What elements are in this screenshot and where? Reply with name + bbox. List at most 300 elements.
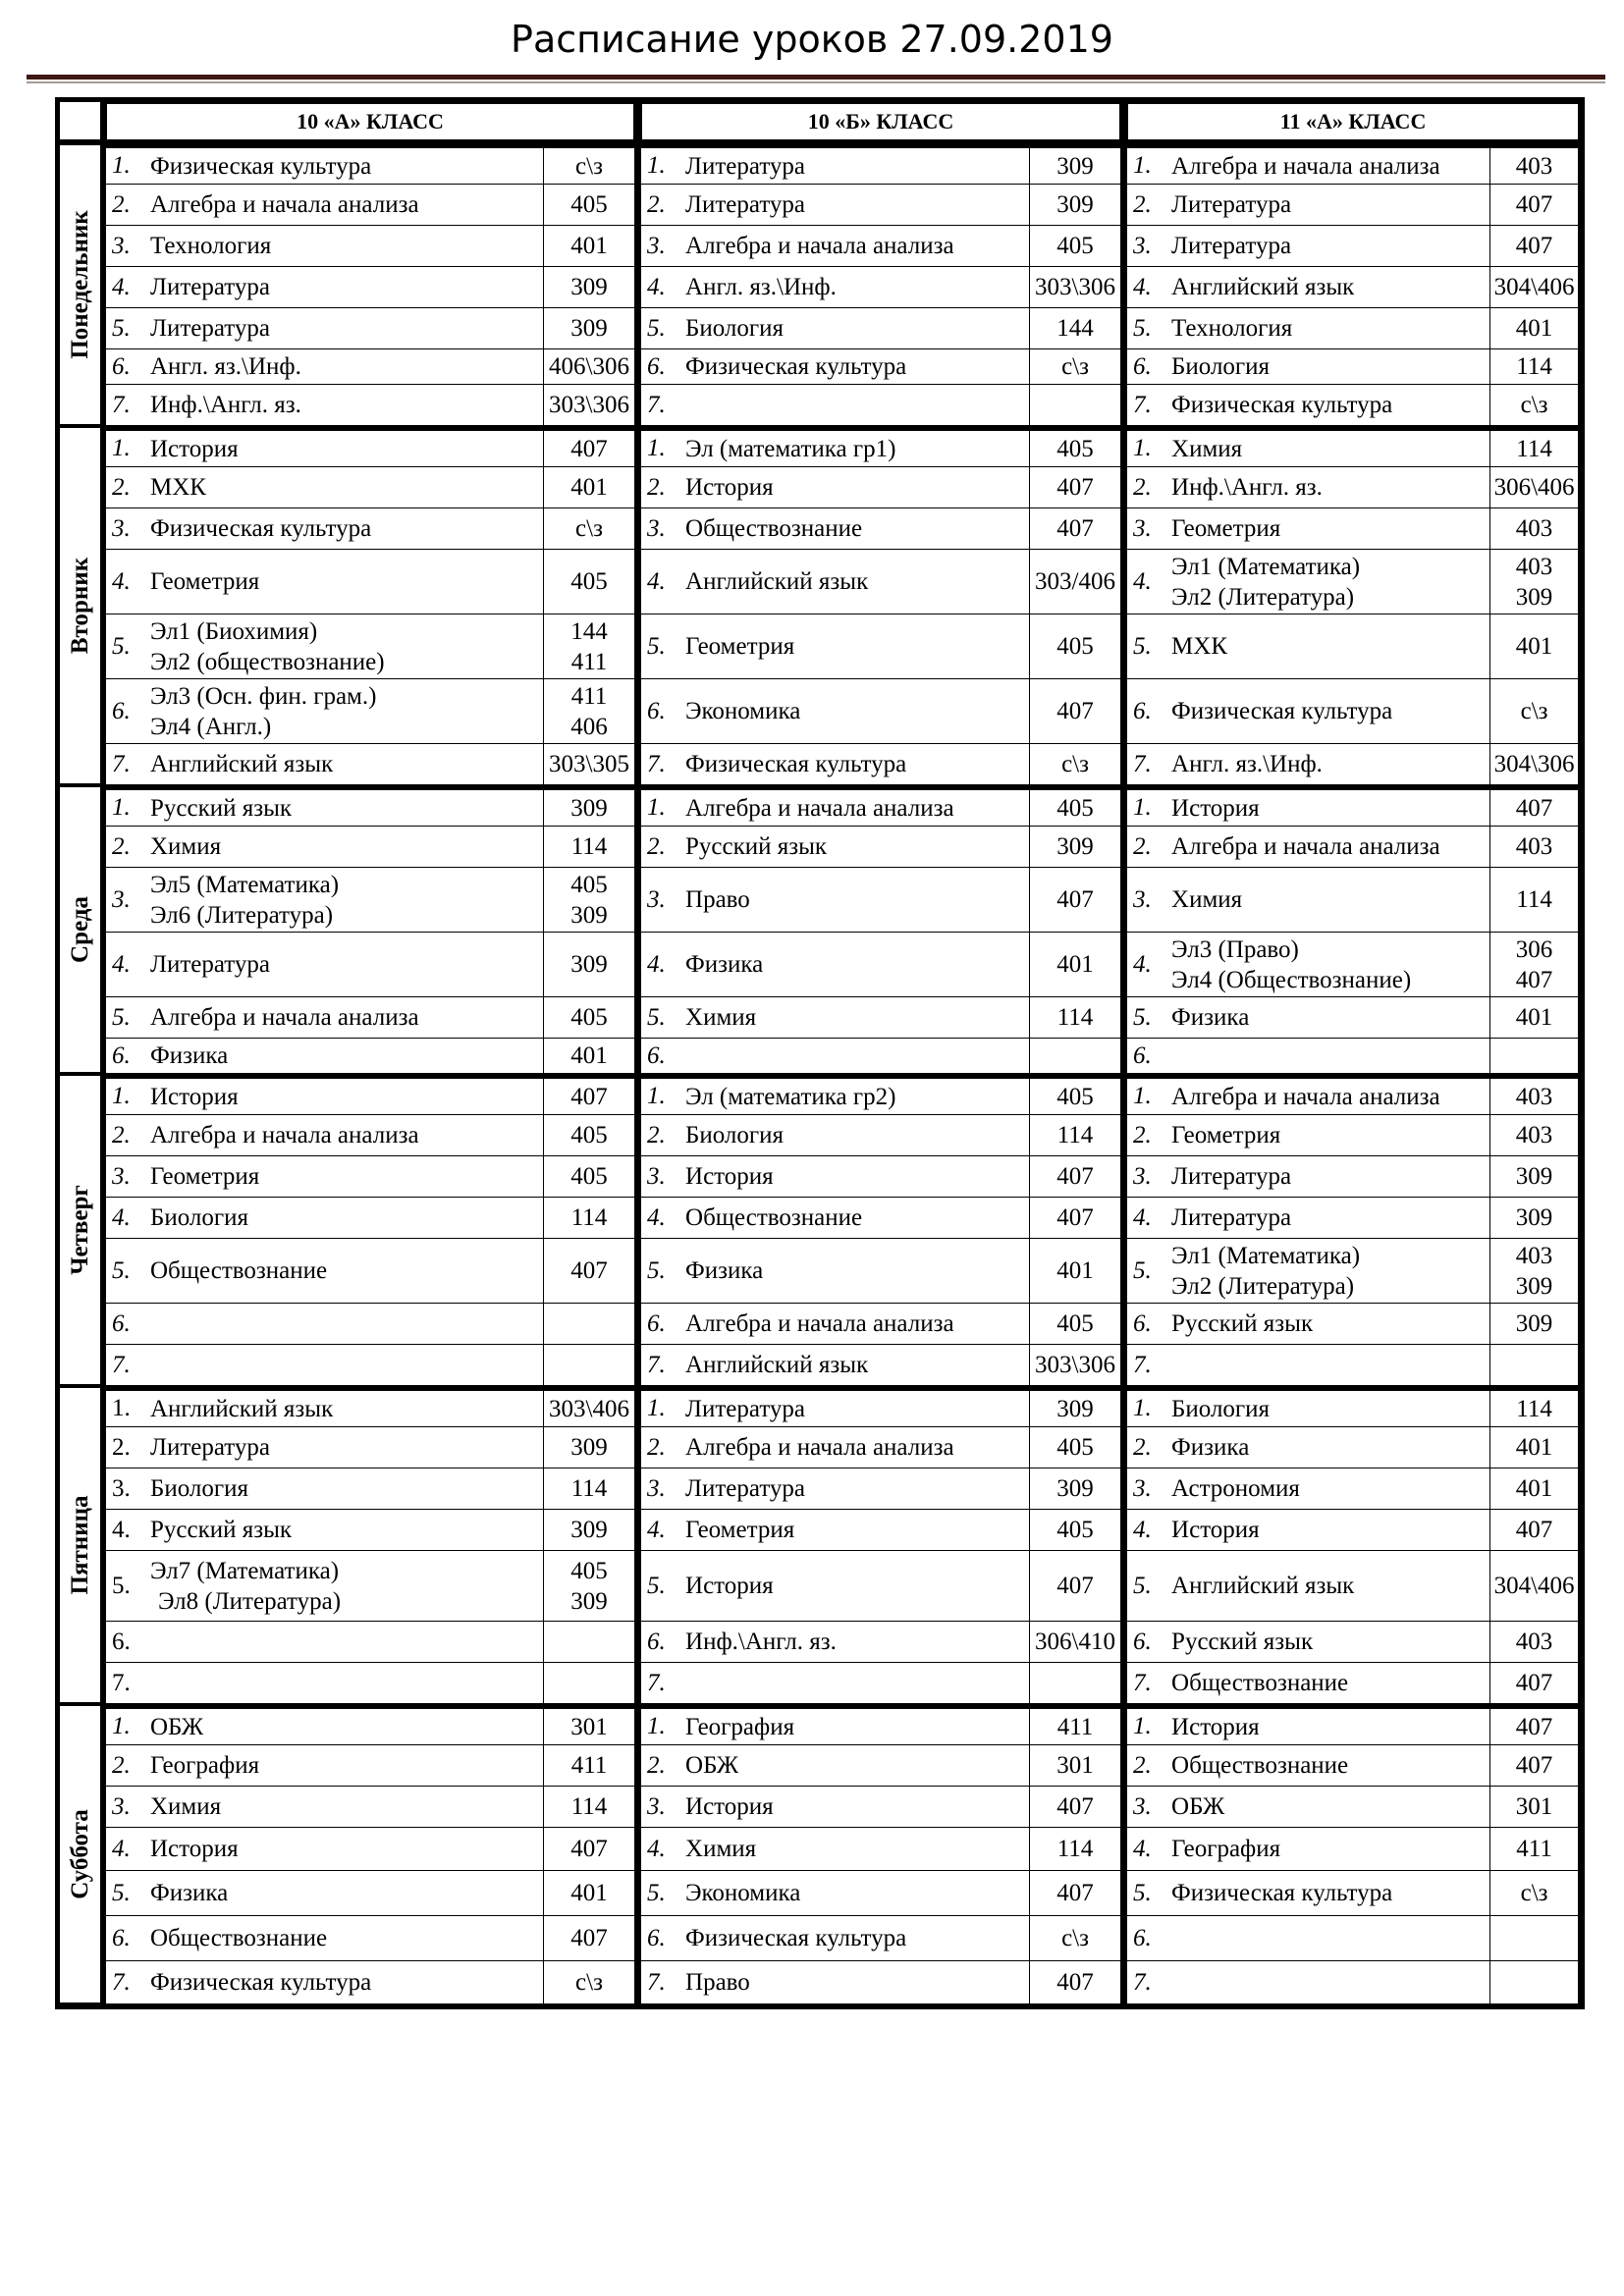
lesson-room-11a xyxy=(1489,744,1580,785)
lesson-row xyxy=(60,1745,1580,1787)
lesson-room-11a xyxy=(1489,1916,1580,1961)
subject-line: Физика xyxy=(150,1042,229,1069)
lesson-row xyxy=(60,1386,1580,1427)
room-number: 407 xyxy=(570,1925,608,1951)
day-label-cell xyxy=(60,1704,105,2004)
subject-line: Физическая культура xyxy=(150,152,372,180)
lesson-room-10b xyxy=(1029,997,1121,1039)
room-number: 407 xyxy=(1056,1573,1094,1599)
day-label-cell xyxy=(60,143,105,426)
lesson-subject-10b xyxy=(683,1156,1029,1198)
header-corner xyxy=(60,102,105,143)
lesson-room-11a xyxy=(1489,1304,1580,1345)
subject-line: Эл2 (Литература) xyxy=(1171,1272,1355,1300)
lesson-row xyxy=(60,1239,1580,1304)
room-number: 403 xyxy=(1515,1629,1553,1655)
lesson-subject-11a xyxy=(1169,1828,1489,1871)
room-number: 309 xyxy=(570,1587,608,1615)
room-number: 304\406 xyxy=(1493,1573,1575,1599)
lesson-number-10b: 5. xyxy=(640,308,683,349)
subject-line: Русский язык xyxy=(150,794,293,822)
lesson-room-10b xyxy=(1029,679,1121,744)
lesson-number-11a: 6. xyxy=(1126,349,1169,385)
lesson-subject-10a xyxy=(148,1198,543,1239)
room-number: 407 xyxy=(1056,1969,1094,1996)
lesson-number-10a: 7. xyxy=(105,744,148,785)
room-number: 401 xyxy=(1056,951,1094,978)
lesson-subject-10a xyxy=(148,1871,543,1916)
lesson-row xyxy=(60,679,1580,744)
lesson-room-10a xyxy=(543,467,635,508)
lesson-subject-10b xyxy=(683,785,1029,827)
lesson-number-10a: 6. xyxy=(105,679,148,744)
lesson-row xyxy=(60,467,1580,508)
lesson-row xyxy=(60,1427,1580,1468)
lesson-room-11a xyxy=(1489,1468,1580,1510)
subject-line: Английский язык xyxy=(1171,1573,1355,1599)
lesson-row xyxy=(60,385,1580,426)
room-number: 411 xyxy=(570,682,608,710)
lesson-number-11a: 7. xyxy=(1126,744,1169,785)
lesson-row xyxy=(60,868,1580,933)
lesson-subject-10b xyxy=(683,467,1029,508)
lesson-number-11a: 7. xyxy=(1126,1663,1169,1704)
lesson-room-10b xyxy=(1029,1510,1121,1551)
lesson-subject-10b xyxy=(683,1663,1029,1704)
room-number: 407 xyxy=(1056,1204,1094,1231)
lesson-row xyxy=(60,744,1580,785)
lesson-room-10a xyxy=(543,1468,635,1510)
room-number: 303\306 xyxy=(1035,1352,1115,1378)
lesson-subject-10b xyxy=(683,827,1029,868)
lesson-number-11a: 3. xyxy=(1126,226,1169,267)
lesson-number-11a: 3. xyxy=(1126,868,1169,933)
lesson-row xyxy=(60,1787,1580,1828)
subject-line: Право xyxy=(685,1969,750,1996)
lesson-row xyxy=(60,827,1580,868)
lesson-number-10a: 3. xyxy=(105,1468,148,1510)
lesson-room-10a xyxy=(543,827,635,868)
lesson-room-11a xyxy=(1489,1551,1580,1622)
subject-line: Физика xyxy=(685,1257,764,1284)
subject-line: Эл4 (Обществознание) xyxy=(1171,966,1412,993)
room-number: 114 xyxy=(1516,435,1552,462)
lesson-subject-10a xyxy=(148,1039,543,1074)
lesson-subject-10a xyxy=(148,1427,543,1468)
lesson-room-10b xyxy=(1029,1871,1121,1916)
subject-line: Обществознание xyxy=(1171,1670,1349,1696)
lesson-subject-10a xyxy=(148,185,543,226)
lesson-number-11a: 7. xyxy=(1126,1961,1169,2004)
lesson-number-11a: 5. xyxy=(1126,308,1169,349)
subject-line: Литература xyxy=(685,1475,806,1502)
subject-line: Физика xyxy=(1171,1434,1250,1461)
room-number: 114 xyxy=(1056,1004,1094,1031)
lesson-number-10b: 1. xyxy=(640,1704,683,1745)
lesson-room-10b xyxy=(1029,1039,1121,1074)
lesson-row xyxy=(60,308,1580,349)
lesson-number-10a: 2. xyxy=(105,1115,148,1156)
subject-line: Биология xyxy=(1171,1395,1271,1422)
lesson-room-10a xyxy=(543,1663,635,1704)
lesson-subject-10b xyxy=(683,1745,1029,1787)
lesson-room-10a xyxy=(543,1239,635,1304)
lesson-number-11a: 6. xyxy=(1126,1916,1169,1961)
lesson-number-10a: 4. xyxy=(105,1198,148,1239)
subject-line: История xyxy=(685,1163,774,1190)
lesson-room-10b xyxy=(1029,1622,1121,1663)
subject-line: Эл7 (Математика) xyxy=(150,1557,340,1584)
lesson-subject-10a xyxy=(148,1704,543,1745)
lesson-number-11a: 7. xyxy=(1126,385,1169,426)
subject-line: Эл3 (Осн. фин. грам.) xyxy=(150,682,377,710)
lesson-subject-10a xyxy=(148,1745,543,1787)
lesson-subject-10b xyxy=(683,1961,1029,2004)
lesson-room-10b xyxy=(1029,1551,1121,1622)
lesson-subject-10a xyxy=(148,827,543,868)
lesson-room-10b xyxy=(1029,508,1121,550)
room-number: 306\406 xyxy=(1493,474,1575,501)
lesson-number-10a: 4. xyxy=(105,267,148,308)
lesson-subject-10b xyxy=(683,997,1029,1039)
lesson-subject-11a xyxy=(1169,997,1489,1039)
lesson-room-10a xyxy=(543,1828,635,1871)
lesson-subject-11a xyxy=(1169,1156,1489,1198)
lesson-number-10a: 5. xyxy=(105,1551,148,1622)
room-number: 403 xyxy=(1515,553,1553,580)
lesson-room-11a xyxy=(1489,143,1580,185)
lesson-subject-11a xyxy=(1169,349,1489,385)
lesson-subject-10b xyxy=(683,349,1029,385)
lesson-subject-11a xyxy=(1169,785,1489,827)
room-number: 309 xyxy=(1056,1395,1094,1422)
room-number: с\з xyxy=(1520,392,1548,418)
lesson-subject-10b xyxy=(683,1386,1029,1427)
lesson-number-10b: 4. xyxy=(640,1510,683,1551)
lesson-room-10a xyxy=(543,1039,635,1074)
lesson-number-10b: 1. xyxy=(640,426,683,467)
lesson-room-10b xyxy=(1029,226,1121,267)
subject-line: Физическая культура xyxy=(1171,392,1393,418)
lesson-row xyxy=(60,933,1580,997)
lesson-subject-10b xyxy=(683,550,1029,614)
lesson-number-10a: 5. xyxy=(105,614,148,679)
lesson-number-11a: 2. xyxy=(1126,1745,1169,1787)
lesson-number-10b: 3. xyxy=(640,226,683,267)
lesson-number-10b: 2. xyxy=(640,467,683,508)
subject-line: Геометрия xyxy=(1171,515,1281,542)
lesson-subject-10b xyxy=(683,426,1029,467)
lesson-number-10a: 1. xyxy=(105,143,148,185)
lesson-room-11a xyxy=(1489,1787,1580,1828)
room-number: 401 xyxy=(1515,1004,1553,1031)
lesson-room-10a xyxy=(543,1427,635,1468)
lesson-number-11a: 5. xyxy=(1126,997,1169,1039)
subject-line: Инф.\Англ. яз. xyxy=(1171,474,1323,501)
lesson-number-10a: 6. xyxy=(105,349,148,385)
lesson-subject-10a xyxy=(148,267,543,308)
lesson-room-10a xyxy=(543,1074,635,1115)
lesson-number-11a: 2. xyxy=(1126,827,1169,868)
room-number: 114 xyxy=(1056,1836,1094,1862)
lesson-subject-10b xyxy=(683,267,1029,308)
lesson-subject-10a xyxy=(148,1622,543,1663)
subject-line: Инф.\Англ. яз. xyxy=(685,1629,837,1655)
lesson-subject-11a xyxy=(1169,1663,1489,1704)
room-number: 403 xyxy=(1515,152,1553,180)
lesson-room-10b xyxy=(1029,1663,1121,1704)
room-number: 403 xyxy=(1515,515,1553,542)
room-number: с\з xyxy=(575,152,603,180)
lesson-number-10a: 2. xyxy=(105,1745,148,1787)
lesson-subject-11a xyxy=(1169,1551,1489,1622)
room-number: 401 xyxy=(570,1880,608,1906)
room-number: 401 xyxy=(570,474,608,501)
lesson-room-10b xyxy=(1029,744,1121,785)
room-number: 405 xyxy=(1056,233,1094,259)
schedule-table xyxy=(55,97,1585,2009)
subject-line: Эл1 (Биохимия) xyxy=(150,617,318,645)
lesson-number-11a: 5. xyxy=(1126,1239,1169,1304)
lesson-room-11a xyxy=(1489,1156,1580,1198)
subject-line: Физическая культура xyxy=(1171,698,1393,724)
lesson-subject-11a xyxy=(1169,679,1489,744)
subject-line: Астрономия xyxy=(1171,1475,1300,1502)
room-number: 301 xyxy=(1515,1793,1553,1820)
lesson-subject-10b xyxy=(683,308,1029,349)
subject-line: Экономика xyxy=(685,698,801,724)
subject-line: Химия xyxy=(1171,886,1243,913)
lesson-room-10b xyxy=(1029,1115,1121,1156)
subject-line: Алгебра и начала анализа xyxy=(1171,833,1440,860)
subject-line: История xyxy=(150,1836,239,1862)
lesson-number-10b: 1. xyxy=(640,1074,683,1115)
lesson-number-10a: 4. xyxy=(105,550,148,614)
subject-line: Эл6 (Литература) xyxy=(150,901,334,929)
lesson-number-11a: 1. xyxy=(1126,143,1169,185)
lesson-row xyxy=(60,1115,1580,1156)
subject-line: Геометрия xyxy=(150,568,260,595)
lesson-room-10a xyxy=(543,385,635,426)
lesson-row xyxy=(60,785,1580,827)
subject-line: Физическая культура xyxy=(1171,1880,1393,1906)
class-header-10a: 10 «А» КЛАСС xyxy=(105,102,635,143)
lesson-room-11a xyxy=(1489,1663,1580,1704)
subject-line: Литература xyxy=(150,315,270,342)
lesson-subject-11a xyxy=(1169,1916,1489,1961)
subject-line: Эл (математика гр1) xyxy=(685,435,896,462)
lesson-number-11a: 5. xyxy=(1126,1871,1169,1916)
room-number: 303\306 xyxy=(1035,274,1115,300)
room-number: 407 xyxy=(1056,886,1094,913)
room-number: 309 xyxy=(570,951,608,978)
lesson-subject-11a xyxy=(1169,185,1489,226)
subject-line: ОБЖ xyxy=(1171,1793,1225,1820)
lesson-subject-11a xyxy=(1169,385,1489,426)
lesson-subject-10b xyxy=(683,1304,1029,1345)
lesson-number-11a: 6. xyxy=(1126,1622,1169,1663)
subject-line: Алгебра и начала анализа xyxy=(1171,1083,1440,1110)
lesson-number-10a: 3. xyxy=(105,226,148,267)
room-number: 407 xyxy=(1056,1163,1094,1190)
subject-line: Физическая культура xyxy=(150,1969,372,1996)
subject-line: Эл1 (Математика) xyxy=(1171,553,1361,580)
class-header-11a: 11 «А» КЛАСС xyxy=(1126,102,1580,143)
subject-line: Физика xyxy=(150,1880,229,1906)
lesson-subject-10b xyxy=(683,1622,1029,1663)
lesson-room-11a xyxy=(1489,426,1580,467)
lesson-room-10a xyxy=(543,1115,635,1156)
lesson-room-10b xyxy=(1029,1787,1121,1828)
lesson-room-10a xyxy=(543,1551,635,1622)
lesson-subject-10a xyxy=(148,933,543,997)
room-number: 309 xyxy=(1056,191,1094,218)
lesson-number-10a: 1. xyxy=(105,1386,148,1427)
lesson-number-10b: 7. xyxy=(640,1961,683,2004)
lesson-number-10b: 6. xyxy=(640,1916,683,1961)
subject-line: История xyxy=(1171,1517,1260,1543)
lesson-subject-10b xyxy=(683,679,1029,744)
lesson-subject-10b xyxy=(683,1787,1029,1828)
room-number: 309 xyxy=(1515,1163,1553,1190)
subject-line: Геометрия xyxy=(1171,1122,1281,1148)
lesson-row xyxy=(60,1663,1580,1704)
lesson-subject-11a xyxy=(1169,1704,1489,1745)
lesson-subject-10b xyxy=(683,385,1029,426)
lesson-number-10a: 6. xyxy=(105,1304,148,1345)
subject-line: Биология xyxy=(150,1204,249,1231)
lesson-row xyxy=(60,1704,1580,1745)
lesson-number-11a: 1. xyxy=(1126,1386,1169,1427)
lesson-room-10a xyxy=(543,1345,635,1386)
lesson-number-10b: 6. xyxy=(640,1304,683,1345)
lesson-room-11a xyxy=(1489,1039,1580,1074)
room-number: 309 xyxy=(1515,1272,1553,1300)
subject-line: Литература xyxy=(150,1434,270,1461)
lesson-room-10b xyxy=(1029,143,1121,185)
lesson-subject-10b xyxy=(683,1239,1029,1304)
lesson-subject-11a xyxy=(1169,614,1489,679)
subject-line: МХК xyxy=(1171,633,1228,660)
lesson-subject-11a xyxy=(1169,467,1489,508)
lesson-subject-11a xyxy=(1169,426,1489,467)
subject-line: Эл4 (Англ.) xyxy=(150,713,272,740)
room-number: 405 xyxy=(570,1163,608,1190)
lesson-number-10a: 6. xyxy=(105,1622,148,1663)
room-number: 301 xyxy=(570,1713,608,1740)
lesson-room-10a xyxy=(543,933,635,997)
lesson-subject-10a xyxy=(148,997,543,1039)
lesson-room-10a xyxy=(543,1916,635,1961)
lesson-number-10a: 2. xyxy=(105,1427,148,1468)
lesson-subject-10a xyxy=(148,614,543,679)
lesson-room-10a xyxy=(543,1704,635,1745)
lesson-number-11a: 1. xyxy=(1126,785,1169,827)
lesson-room-11a xyxy=(1489,1386,1580,1427)
room-number: 407 xyxy=(1515,1752,1553,1779)
lesson-subject-10b xyxy=(683,508,1029,550)
lesson-number-10a: 5. xyxy=(105,1239,148,1304)
lesson-subject-11a xyxy=(1169,1468,1489,1510)
lesson-row xyxy=(60,1510,1580,1551)
lesson-row xyxy=(60,1156,1580,1198)
room-number: 406 xyxy=(570,713,608,740)
lesson-room-10b xyxy=(1029,1961,1121,2004)
room-number: 407 xyxy=(1515,1670,1553,1696)
lesson-subject-10b xyxy=(683,1828,1029,1871)
subject-line: Русский язык xyxy=(150,1517,293,1543)
subject-line: Англ. яз.\Инф. xyxy=(150,353,301,380)
lesson-number-10b: 6. xyxy=(640,349,683,385)
room-number: 309 xyxy=(1056,833,1094,860)
room-number: 144 xyxy=(1056,315,1094,342)
lesson-number-10a: 5. xyxy=(105,1871,148,1916)
lesson-subject-10a xyxy=(148,1551,543,1622)
lesson-row xyxy=(60,226,1580,267)
lesson-number-11a: 4. xyxy=(1126,1198,1169,1239)
subject-line: Англ. яз.\Инф. xyxy=(685,274,837,300)
subject-line: Литература xyxy=(685,152,806,180)
lesson-number-10a: 4. xyxy=(105,933,148,997)
lesson-room-10a xyxy=(543,679,635,744)
lesson-subject-10b xyxy=(683,614,1029,679)
subject-line: История xyxy=(685,1573,774,1599)
lesson-subject-10b xyxy=(683,1704,1029,1745)
lesson-room-10a xyxy=(543,1745,635,1787)
lesson-number-10a: 4. xyxy=(105,1828,148,1871)
room-number: 403 xyxy=(1515,833,1553,860)
lesson-number-10b: 5. xyxy=(640,1551,683,1622)
subject-line: Алгебра и начала анализа xyxy=(150,1122,419,1148)
lesson-row xyxy=(60,614,1580,679)
room-number: 405 xyxy=(1056,633,1094,660)
lesson-row xyxy=(60,1468,1580,1510)
lesson-number-11a: 4. xyxy=(1126,1828,1169,1871)
lesson-room-10b xyxy=(1029,349,1121,385)
lesson-number-10b: 5. xyxy=(640,1239,683,1304)
lesson-room-11a xyxy=(1489,1345,1580,1386)
lesson-room-10b xyxy=(1029,308,1121,349)
lesson-row xyxy=(60,1622,1580,1663)
lesson-number-10b: 7. xyxy=(640,385,683,426)
lesson-room-10a xyxy=(543,550,635,614)
room-number: с\з xyxy=(1061,353,1089,380)
lesson-number-10a: 4. xyxy=(105,1510,148,1551)
lesson-subject-10a xyxy=(148,508,543,550)
lesson-number-10b: 4. xyxy=(640,1198,683,1239)
room-number: 406\306 xyxy=(549,353,629,380)
room-number: 401 xyxy=(1515,1475,1553,1502)
subject-line: Литература xyxy=(1171,191,1292,218)
lesson-subject-10a xyxy=(148,1916,543,1961)
lesson-subject-11a xyxy=(1169,744,1489,785)
room-number: 306 xyxy=(1515,935,1553,963)
lesson-number-10b: 5. xyxy=(640,997,683,1039)
subject-line: Физика xyxy=(685,951,764,978)
lesson-subject-10a xyxy=(148,143,543,185)
lesson-row xyxy=(60,1961,1580,2004)
lesson-number-10a: 3. xyxy=(105,1156,148,1198)
lesson-number-11a: 2. xyxy=(1126,1115,1169,1156)
room-number: 407 xyxy=(1515,1517,1553,1543)
subject-line: МХК xyxy=(150,474,206,501)
room-number: 309 xyxy=(1515,583,1553,611)
lesson-subject-11a xyxy=(1169,1239,1489,1304)
room-number: 405 xyxy=(570,191,608,218)
lesson-room-10a xyxy=(543,785,635,827)
lesson-room-10a xyxy=(543,1198,635,1239)
room-number: 407 xyxy=(570,1257,608,1284)
